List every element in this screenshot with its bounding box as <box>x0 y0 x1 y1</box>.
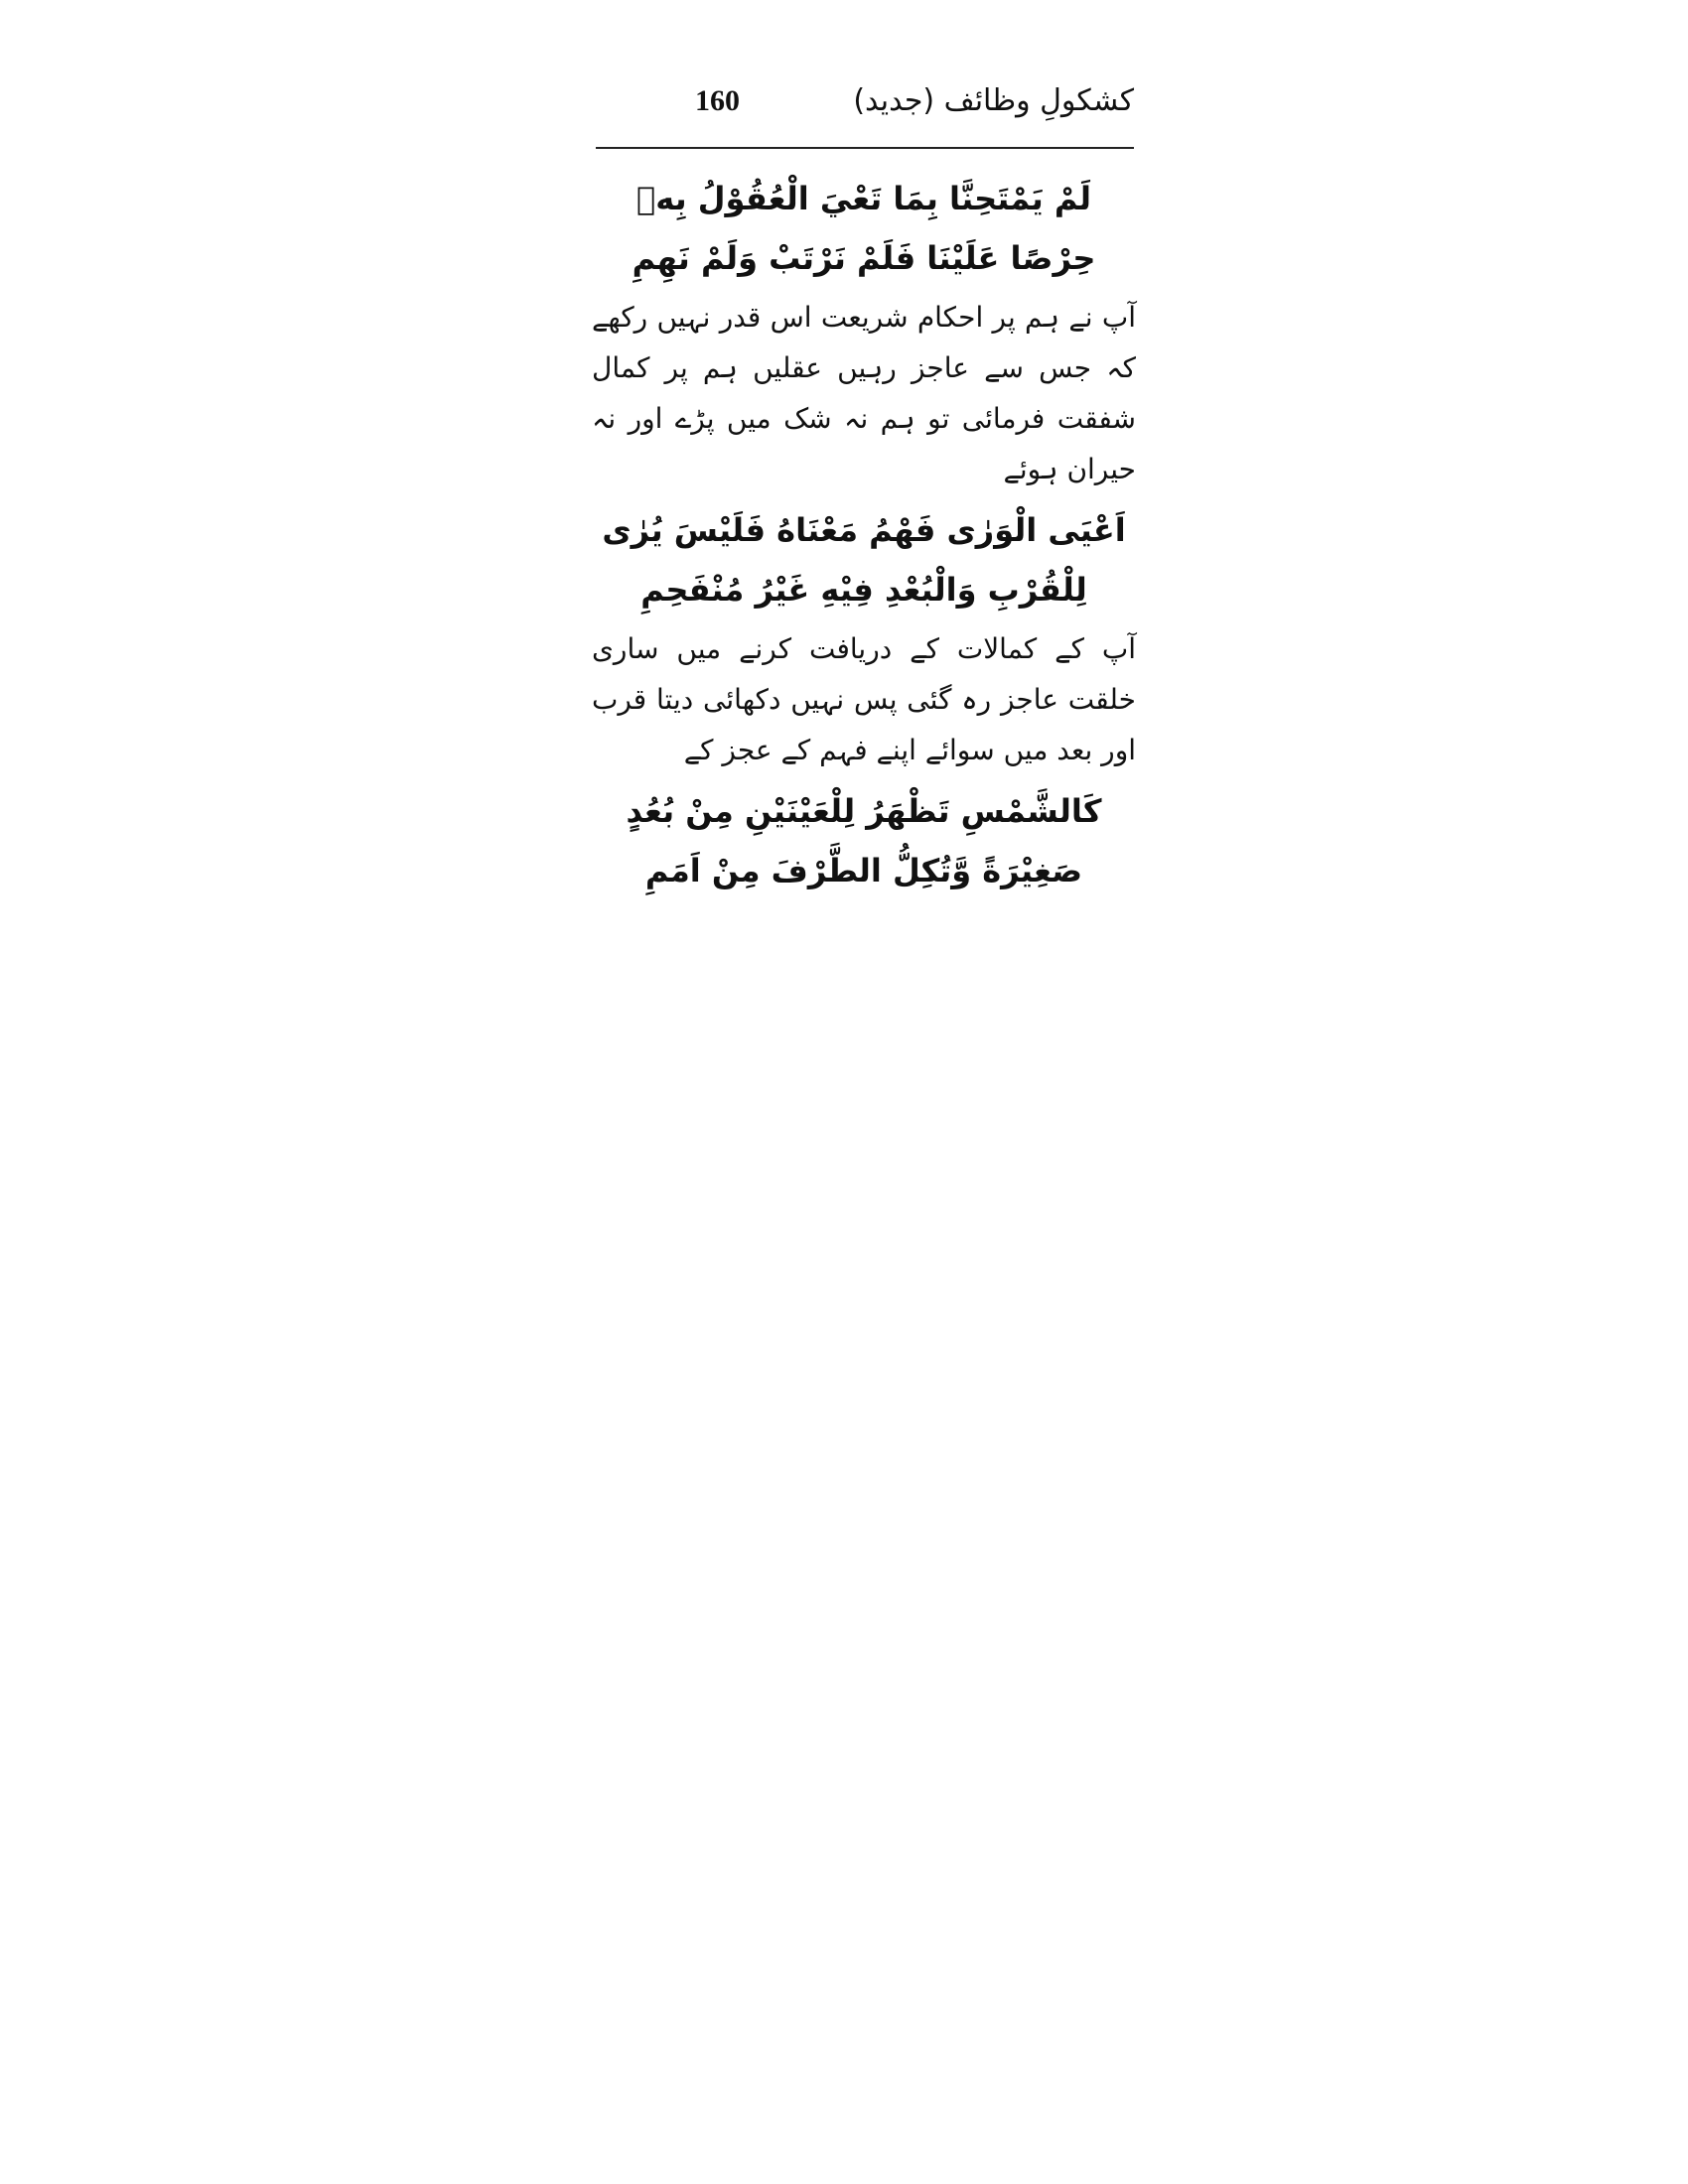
arabic-verse-line: كَالشَّمْسِ تَظْهَرُ لِلْعَيْنَيْنِ مِنْ بُعُدٍ <box>626 792 1102 830</box>
arabic-verse-line: لِلْقُرْبِ وَالْبُعْدِ فِيْهِ غَيْرُ مُنْفَحِمِ <box>640 571 1087 609</box>
page-body <box>592 167 1136 900</box>
page-number: 160 <box>695 84 740 117</box>
page-header <box>592 77 1134 129</box>
header-divider <box>596 147 1134 149</box>
arabic-verse-line: اَعْيَى الْوَرٰى فَهْمُ مَعْنَاهُ فَلَيْسَ يُرٰى <box>602 511 1126 549</box>
arabic-verse-line: لَمْ يَمْتَحِنَّا بِمَا تَعْيَ الْعُقُوْلُ بِهٖ <box>636 180 1091 217</box>
urdu-translation: آپ نے ہم پر احکام شریعت اس قدر نہیں رکھے کہ جس سے عاجز رہیں عقلیں ہم پر کمال شفقت فرمائی تو ہم نہ شک میں پڑے اور نہ حیران ہوئے <box>592 301 1136 485</box>
book-title: کشکولِ وظائف (جدید) <box>853 83 1134 118</box>
urdu-translation: آپ کے کمالات کے دریافت کرنے میں ساری خلقت عاجز رہ گئی پس نہیں دکھائی دیتا قرب اور بعد میں سوائے اپنے فہم کے عجز کے <box>592 632 1136 766</box>
arabic-verse-line: صَغِيْرَةً وَّتُكِلُّ الطَّرْفَ مِنْ اَمَمِ <box>644 852 1083 889</box>
arabic-verse-line: حِرْصًا عَلَيْنَا فَلَمْ نَرْتَبْ وَلَمْ نَهِمِ <box>632 239 1096 277</box>
